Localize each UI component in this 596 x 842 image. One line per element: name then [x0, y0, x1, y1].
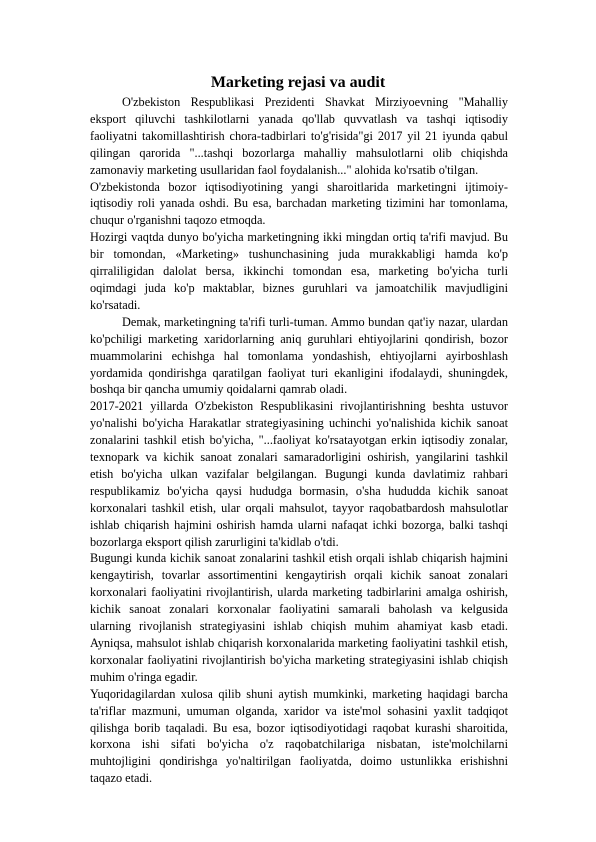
paragraph: O'zbekiston Respublikasi Prezidenti Shavkat Mirziyoevning "Mahalliy eksport qiluvchi tashkilotlarni yanada qo'llab quvvatlash va tashqi iqtisodiy faoliyatni takomillashtirish chora-tadbirlari to'g'risida"gi 2017 yil 21 iyunda qabul qilingan qarorida "...tashqi bozorlarga mahalliy mahsulotlarni olib chiqishda zamonaviy marketing usullaridan faol foydalanish..." alohida ko'rsatib o'tilgan.: [90, 95, 508, 177]
paragraph: 2017-2021 yillarda O'zbekiston Respublikasini rivojlantirishning beshta ustuvor yo'nalishi bo'yicha Harakatlar strategiyasining uchinchi yo'nalishida kichik sanoat zonalarini tashkil etish bo'yicha, "...faoliyat ko'rsatayotgan erkin iqtisodiy zonalar, texnopark va kichik sanoat zonalari samaradorligini oshirish, yangilarini tashkil etish bo'yicha ulkan vazifalar belgilangan. Bugungi kunda davlatimiz rahbari respublikamiz bo'yicha qaysi hududga bormasin, o'sha hududda kichik sanoat korxonalari tashkil etish, ular orqali mahsulot, tayyor raqobatbardosh mahsulotlar ishlab chiqarish hajmini oshirish hamda ularni nafaqat ichki bozorga, balki tashqi bozorlarga eksport qilish zarurligini ta'kidlab o'tdi.: [90, 399, 508, 549]
page-title: Marketing rejasi va audit: [210, 74, 386, 91]
paragraph: Yuqoridagilardan xulosa qilib shuni aytish mumkinki, marketing haqidagi barcha ta'riflar mazmuni, umuman olganda, xaridor va iste'mol sohasini yaxlit tadqiqot qilishga borib taqaladi. Bu esa, bozor iqtisodiyotidagi raqobat kurashi sharoitida, korxona ishi sifati bo'yicha o'z raqobatchilariga nisbatan, iste'molchilarni muhtojligini qondirishga yo'naltirilgan faoliyatda, doimo ustunlikka erishishni taqazo etadi.: [90, 686, 508, 786]
paragraph: O'zbekistonda bozor iqtisodiyotining yangi sharoitlarida marketingni ijtimoiy-iqtisodiy roli yanada oshdi. Bu esa, barchadan marketing tizimini har tomonlama, chuqur o'rganishni taqozo etmoqda.: [90, 179, 508, 228]
paragraph: Demak, marketingning ta'rifi turli-tuman. Ammo bundan qat'iy nazar, ulardan ko'pchiligi marketing xaridorlarning aniq guruhlari ehtiyojlarini qondirish, bozor muammolarini echishga hal tomonlama yondashish, ehtiyojlarni ayirboshlash yordamida qondirishga qaratilgan faoliyat turi ekanligini ifodalaydi, shuningdek, boshqa bir qancha umumiy qoidalarni qamrab oladi.: [90, 314, 508, 397]
document-body: [90, 94, 508, 787]
paragraph: Hozirgi vaqtda dunyo bo'yicha marketingning ikki mingdan ortiq ta'rifi mavjud. Bu bir tomondan, «Marketing» tushunchasining juda murakkabligi hamda ko'p qirraliligidan dalolat bersa, ikkinchi tomondan esa, marketing bo'yicha turli oqimdagi juda ko'p maktablar, biznes guruhlari va jamoatchilik mavjudligini ko'rsatadi.: [90, 230, 508, 312]
paragraph: Bugungi kunda kichik sanoat zonalarini tashkil etish orqali ishlab chiqarish hajmini kengaytirish, tovarlar assortimentini kengaytirish orqali kichik sanoat zonalari korxonalari faoliyatini rivojlantirish, ularda marketing tadbirlarini amalga oshirish, kichik sanoat zonalari korxonalar faoliyatini samarali baholash va kelgusida ularning rivojlanish strategiyasini ishlab chiqish muhim ahamiyat kasb etadi. Ayniqsa, mahsulot ishlab chiqarish korxonalarida marketing faoliyatini tashkil etish, korxonalar faoliyatini rivojlantirish bo'yicha marketing strategiyasini ishlab chiqish muhim o'ringa egadir.: [90, 551, 508, 684]
